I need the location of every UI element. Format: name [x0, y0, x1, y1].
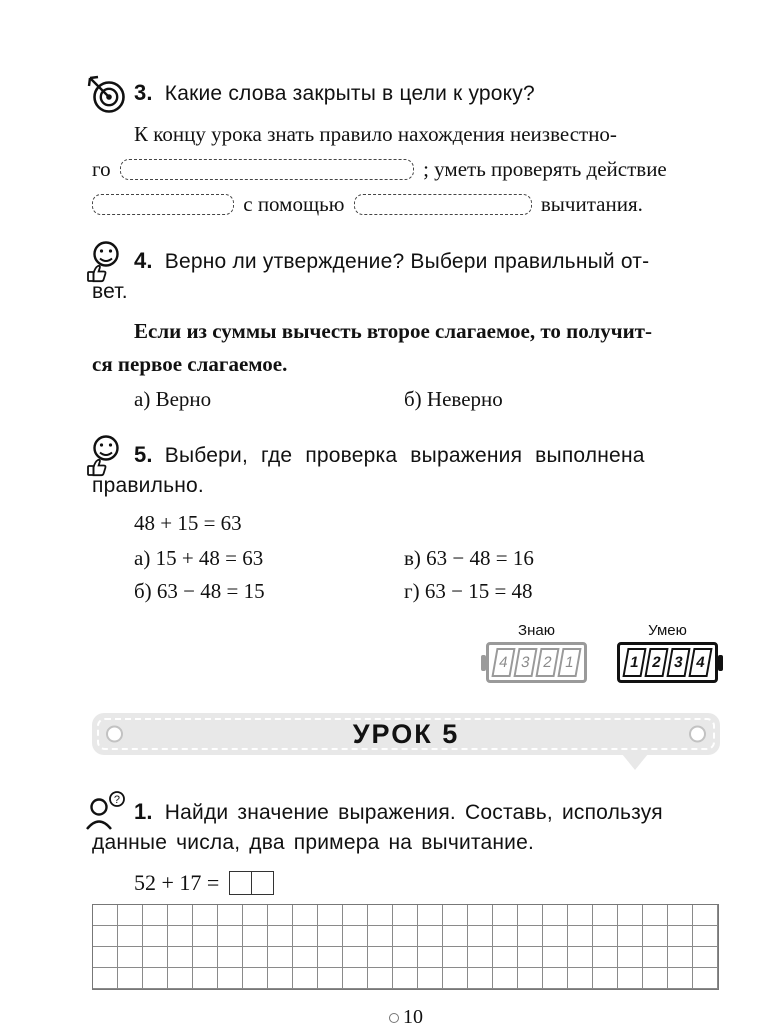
can-cell[interactable]: 3 [666, 648, 690, 677]
task3-line2-end: ; уметь проверять действие [423, 157, 667, 181]
writing-grid[interactable] [92, 904, 719, 990]
task1-number: 1. [134, 799, 153, 824]
task3-title: Какие слова закрыты в цели к уроку? [164, 82, 535, 105]
task5-options [92, 542, 720, 608]
task3-line2 [92, 152, 720, 187]
scoreboard [92, 622, 720, 683]
smiley-thumbs-up-icon [84, 240, 128, 284]
task3-header [92, 78, 720, 109]
task5-header [92, 440, 720, 471]
task1-header [92, 794, 720, 828]
know-cell[interactable]: 2 [535, 648, 559, 677]
task-3 [92, 78, 720, 222]
task5-number: 5. [134, 442, 153, 467]
task4-title-line2: вет. [92, 280, 128, 303]
task1-expression-row [92, 870, 720, 896]
task3-line2-start: го [92, 157, 111, 181]
can-cell[interactable]: 2 [644, 648, 668, 677]
fill-blank-3[interactable] [354, 194, 532, 215]
task3-number: 3. [134, 80, 153, 105]
answer-boxes [229, 871, 274, 895]
banner-ring-right [689, 726, 706, 743]
task-5 [92, 440, 720, 608]
know-cell[interactable]: 3 [513, 648, 537, 677]
task1-expression: 52 + 17 = [134, 870, 220, 895]
banner-ring-left [106, 726, 123, 743]
task5-option-g[interactable]: г) 63 − 15 = 48 [404, 579, 533, 603]
fill-blank-2[interactable] [92, 194, 234, 215]
task5-title-line2: правильно. [92, 474, 204, 497]
can-cell[interactable]: 4 [688, 648, 712, 677]
task4-options [92, 383, 720, 416]
task3-line3-mid: с помощью [243, 192, 345, 216]
lesson-banner [92, 713, 720, 755]
page-footer [92, 1006, 720, 1029]
battery-nub [718, 655, 723, 671]
lesson-title: УРОК 5 [352, 718, 460, 749]
task4-statement-line1: Если из суммы вычесть второе слагаемое, то получит- [134, 319, 652, 343]
task4-header [92, 246, 720, 277]
task4-statement [92, 315, 720, 381]
task5-title-line1: Выбери, где проверка выражения выполнена [164, 444, 645, 467]
answer-box[interactable] [252, 871, 274, 895]
page-number-ring [389, 1013, 399, 1023]
task4-option-b[interactable]: б) Неверно [404, 387, 503, 411]
answer-box[interactable] [229, 871, 252, 895]
task1-title-line1: Найди значение выражения. Составь, используя [164, 801, 663, 824]
page-number: 10 [403, 1006, 423, 1028]
battery-nub [481, 655, 486, 671]
person-question-icon [84, 791, 128, 835]
task4-title-line1: Верно ли утверждение? Выбери правильный от- [164, 250, 650, 273]
svg-text:?: ? [113, 794, 121, 806]
can-label: Умею [648, 622, 687, 639]
task3-line3 [92, 187, 720, 222]
task4-number: 4. [134, 248, 153, 273]
task-1 [92, 794, 720, 990]
know-cell[interactable]: 4 [491, 648, 515, 677]
task3-line1: К концу урока знать правило нахождения неизвестно- [134, 122, 617, 146]
know-group [486, 622, 587, 683]
can-cell[interactable]: 1 [622, 648, 646, 677]
fill-blank-1[interactable] [120, 159, 414, 180]
task3-line3-end: вычитания. [540, 192, 643, 216]
task-4 [92, 246, 720, 416]
smiley-thumbs-up-icon [84, 434, 128, 478]
task5-option-a[interactable]: а) 15 + 48 = 63 [134, 546, 264, 570]
task5-option-v[interactable]: в) 63 − 48 = 16 [404, 546, 534, 570]
know-label: Знаю [518, 622, 555, 639]
know-battery [486, 642, 587, 683]
banner-pointer [622, 754, 648, 770]
task1-title-line2: данные числа, два примера на вычитание. [92, 831, 535, 854]
know-cell[interactable]: 1 [557, 648, 581, 677]
task4-statement-line2: ся первое слагаемое. [92, 352, 288, 376]
can-group [617, 622, 718, 683]
task3-body [92, 117, 720, 222]
task4-option-a[interactable]: а) Верно [134, 387, 212, 411]
task5-given-expression: 48 + 15 = 63 [134, 511, 242, 535]
target-icon [84, 72, 128, 116]
task5-option-b[interactable]: б) 63 − 48 = 15 [134, 579, 265, 603]
can-battery [617, 642, 718, 683]
